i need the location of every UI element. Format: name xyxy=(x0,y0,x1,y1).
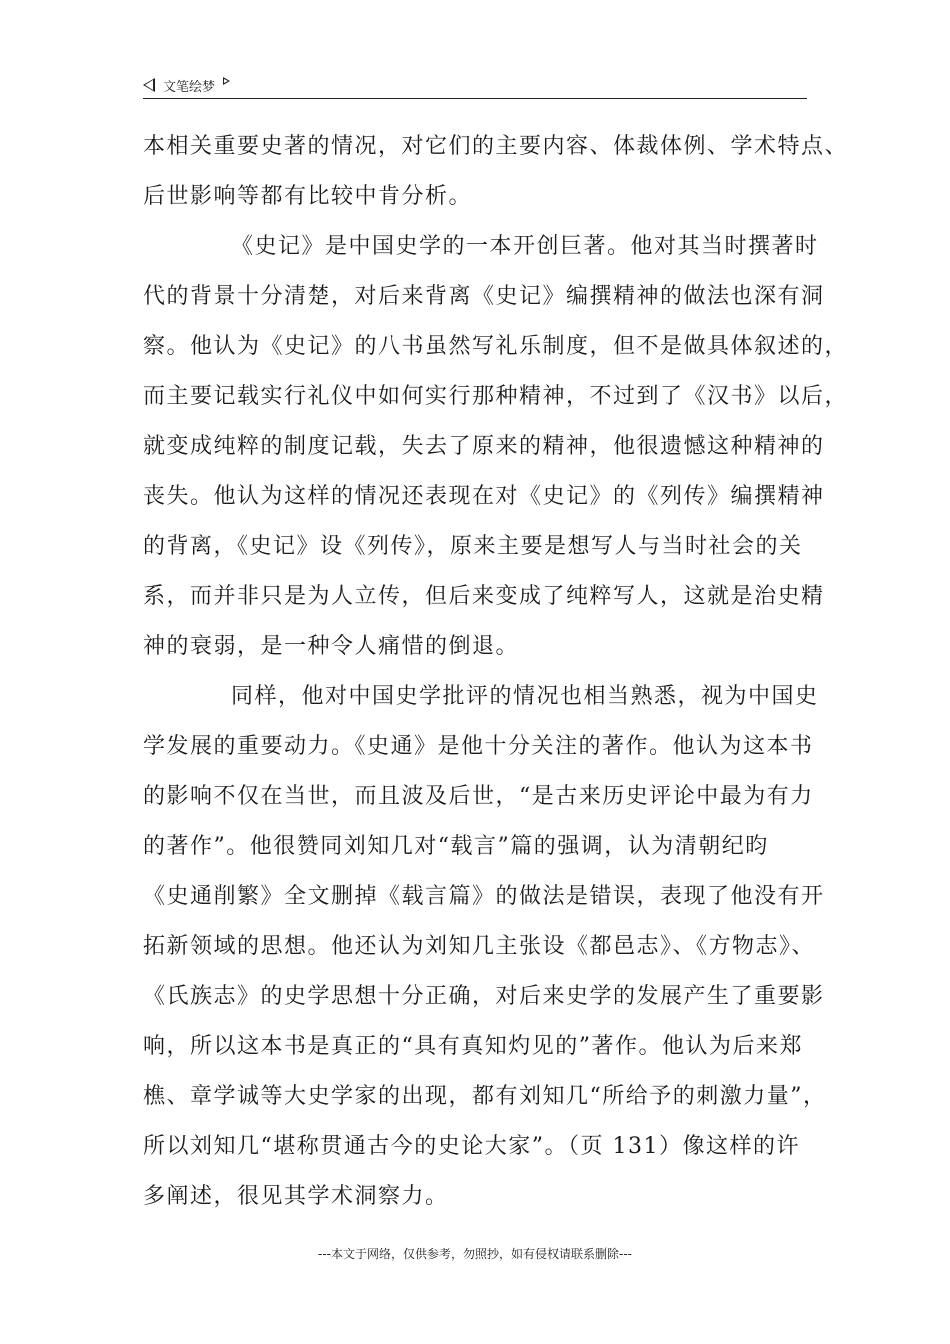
text-line: 神的衰弱，是一种令人痛惜的倒退。 xyxy=(143,634,520,659)
page-header xyxy=(143,72,807,99)
triangle-left-icon xyxy=(143,78,155,92)
document-body xyxy=(143,122,849,1222)
text-line: 的影响不仅在当世，而且波及后世，“是古来历史评论中最为有力 xyxy=(143,784,814,809)
text-line: 响，所以这本书是真正的“具有真知灼见的”著作。他认为后来郑 xyxy=(143,1034,803,1059)
text-line: 丧失。他认为这样的情况还表现在对《史记》的《列传》编撰精神 xyxy=(143,484,825,509)
header-title: 文笔绘梦 xyxy=(163,79,216,95)
triangle-right-icon xyxy=(223,77,230,85)
text-line: 察。他认为《史记》的八书虽然写礼乐制度，但不是做具体叙述的， xyxy=(143,334,849,359)
text-line: 所以刘知几“堪称贯通古今的史论大家”。（页 131）像这样的许 xyxy=(143,1134,800,1159)
paragraph-start-line: 《史记》是中国史学的一本开创巨著。他对其当时撰著时 xyxy=(231,234,819,259)
text-line: 樵、章学诚等大史学家的出现，都有刘知几“所给予的刺激力量”， xyxy=(143,1084,827,1109)
text-line: 而主要记载实行礼仪中如何实行那种精神，不过到了《汉书》以后， xyxy=(143,384,849,409)
footer-notice: ---本文于网络，仅供参考，勿照抄，如有侵权请联系删除--- xyxy=(318,1247,632,1261)
text-line: 后世影响等都有比较中肯分析。 xyxy=(143,184,473,209)
text-line: 多阐述，很见其学术洞察力。 xyxy=(143,1184,449,1209)
text-line: 学发展的重要动力。《史通》是他十分关注的著作。他认为这本书 xyxy=(143,734,814,759)
text-line: 的背离，《史记》设《列传》，原来主要是想写人与当时社会的关 xyxy=(143,534,803,559)
text-line: 的著作”。他很赞同刘知几对“载言”篇的强调，认为清朝纪昀 xyxy=(143,834,769,859)
text-line: 本相关重要史著的情况，对它们的主要内容、体裁体例、学术特点、 xyxy=(143,134,849,159)
text-line: 就变成纯粹的制度记载，失去了原来的精神，他很遗憾这种精神的 xyxy=(143,434,825,459)
text-line: 拓新领域的思想。他还认为刘知几主张设《都邑志》、《方物志》、 xyxy=(143,934,816,959)
text-line: 《史通削繁》全文删掉《载言篇》的做法是错误，表现了他没有开 xyxy=(143,884,825,909)
text-line: 代的背景十分清楚，对后来背离《史记》编撰精神的做法也深有洞 xyxy=(143,284,825,309)
text-line: 系，而并非只是为人立传，但后来变成了纯粹写人，这就是治史精 xyxy=(143,584,825,609)
text-line: 《氏族志》的史学思想十分正确，对后来史学的发展产生了重要影 xyxy=(143,984,825,1009)
paragraph-start-line: 同样，他对中国史学批评的情况也相当熟悉，视为中国史 xyxy=(231,684,819,709)
